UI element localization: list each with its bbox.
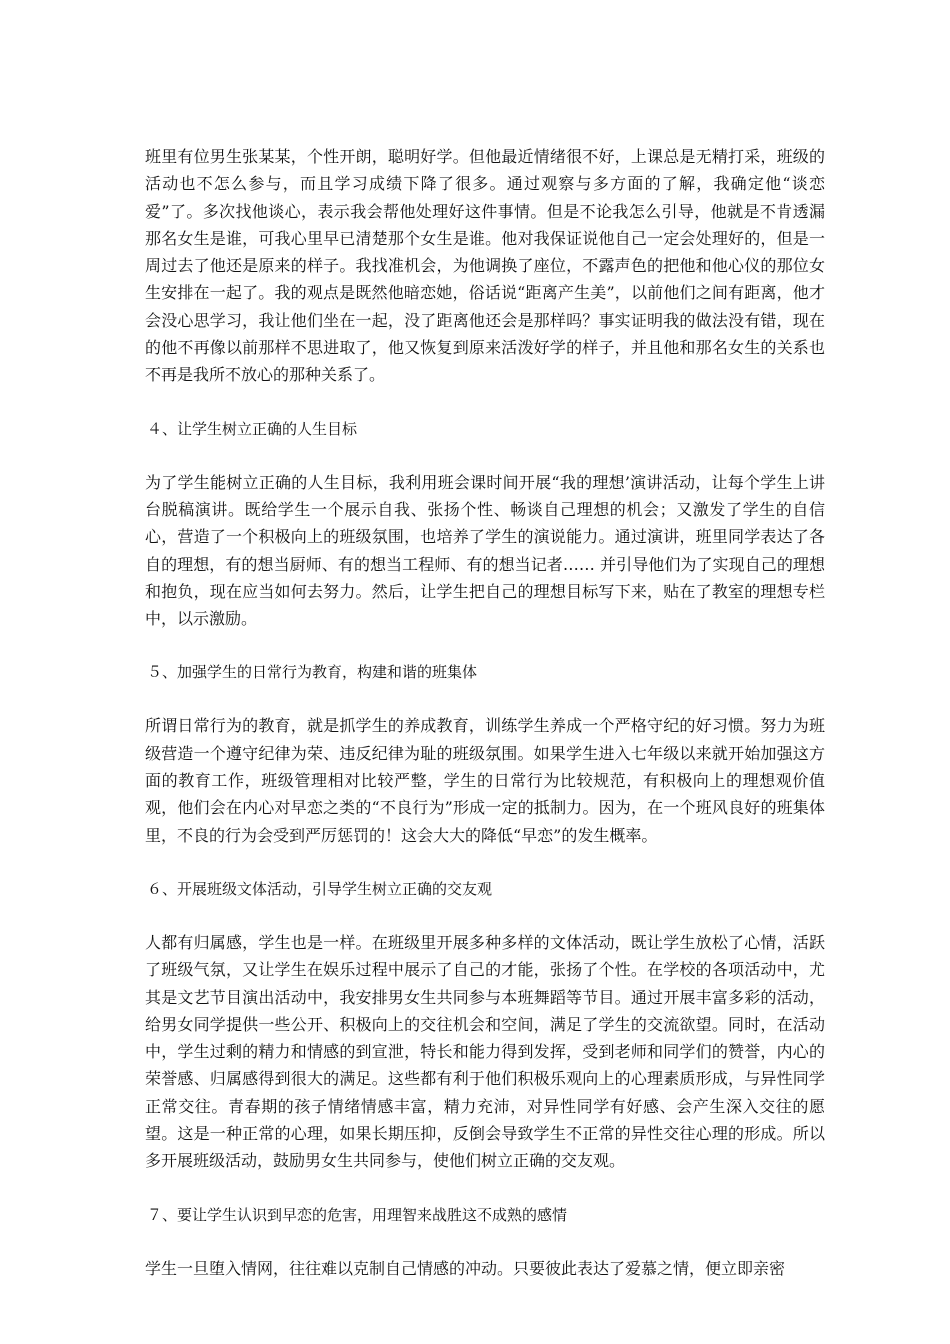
paragraph-dangers: 学生一旦堕入情网，往往难以克制自己情感的冲动。只要彼此表达了爱慕之情，便立即亲密: [145, 1258, 786, 1278]
paragraph-activities: 人都有归属感，学生也是一样。在班级里开展多种多样的文体活动，既让学生放松了心情，活跃了班级气氛，又让学生在娱乐过程中展示了自己的才能，张扬了个性。在学校的各项活动中，尤其是文艺节目演出活动中，我安排男女生共同参与本班舞蹈等节目。通过开展丰富多彩的活动，给男女同学提供一些公开、积极向上的交往机会和空间，满足了学生的交流欲望。同时，在活动中，学生过剩的精力和情感的到宣泄，特长和能力得到发挥，受到老师和同学们的赞誉，内心的荣誉感、归属感得到很大的满足。这些都有利于他们积极乐观向上的心理素质形成，与异性同学正常交往。青春期的孩子情绪情感丰富，精力充沛，对异性同学有好感、会产生深入交往的愿望。这是一种正常的心理，如果长期压抑，反倒会导致学生不正常的异性交往心理的形成。所以多开展班级活动，鼓励男女生共同参与，使他们树立正确的交友观。: [145, 932, 825, 1171]
paragraph-life-goals: 为了学生能树立正确的人生目标，我利用班会课时间开展“我的理想’演讲活动，让每个学生上讲台脱稿演讲。既给学生一个展示自我、张扬个性、畅谈自己理想的机会；又激发了学生的自信心，营造了一个积极向上的班级氛围，也培养了学生的演说能力。通过演讲，班里同学表达了各自的理想，有的想当厨师、有的想当工程师、有的想当记者…… 并引导他们为了实现自己的理想和抱负，现在应当如何去努力。然后，让学生把自己的理想目标写下来，贴在了教室的理想专栏中，以示激励。: [145, 472, 825, 629]
section-heading-5: ５、加强学生的日常行为教育，构建和谐的班集体: [147, 663, 478, 682]
section-heading-7: ７、要让学生认识到早恋的危害，用理智来战胜这不成熟的感情: [147, 1205, 568, 1224]
section-heading-4: ４、让学生树立正确的人生目标: [147, 419, 358, 438]
section-heading-6: ６、开展班级文体活动，引导学生树立正确的交友观: [147, 879, 493, 898]
paragraph-daily-behavior: 所谓日常行为的教育，就是抓学生的养成教育，训练学生养成一个严格守纪的好习惯。努力为班级营造一个遵守纪律为荣、违反纪律为耻的班级氛围。如果学生进入七年级以来就开始加强这方面的教育工作，班级管理相对比较严整，学生的日常行为比较规范，有积极向上的理想观价值观，他们会在内心对早恋之类的“不良行为”形成一定的抵制力。因为，在一个班风良好的班集体里，不良的行为会受到严厉惩罚的！这会大大的降低“早恋”的发生概率。: [145, 716, 825, 845]
paragraph-case-story: 班里有位男生张某某，个性开朗，聪明好学。但他最近情绪很不好，上课总是无精打采，班级的活动也不怎么参与，而且学习成绩下降了很多。通过观察与多方面的了解，我确定他“谈恋爱”了。多次找他谈心，表示我会帮他处理好这件事情。但是不论我怎么引导，他就是不肯透漏那名女生是谁，可我心里早已清楚那个女生是谁。他对我保证说他自己一定会处理好的，但是一周过去了他还是原来的样子。我找准机会，为他调换了座位，不露声色的把他和他心仪的那位女生安排在一起了。我的观点是既然他暗恋她，俗话说“距离产生美”，以前他们之间有距离，他才会没心思学习，我让他们坐在一起，没了距离他还会是那样吗？事实证明我的做法没有错，现在的他不再像以前那样不思进取了，他又恢复到原来活泼好学的样子，并且他和那名女生的关系也不再是我所不放心的那种关系了。: [145, 147, 825, 385]
document-page: [145, 143, 825, 1282]
